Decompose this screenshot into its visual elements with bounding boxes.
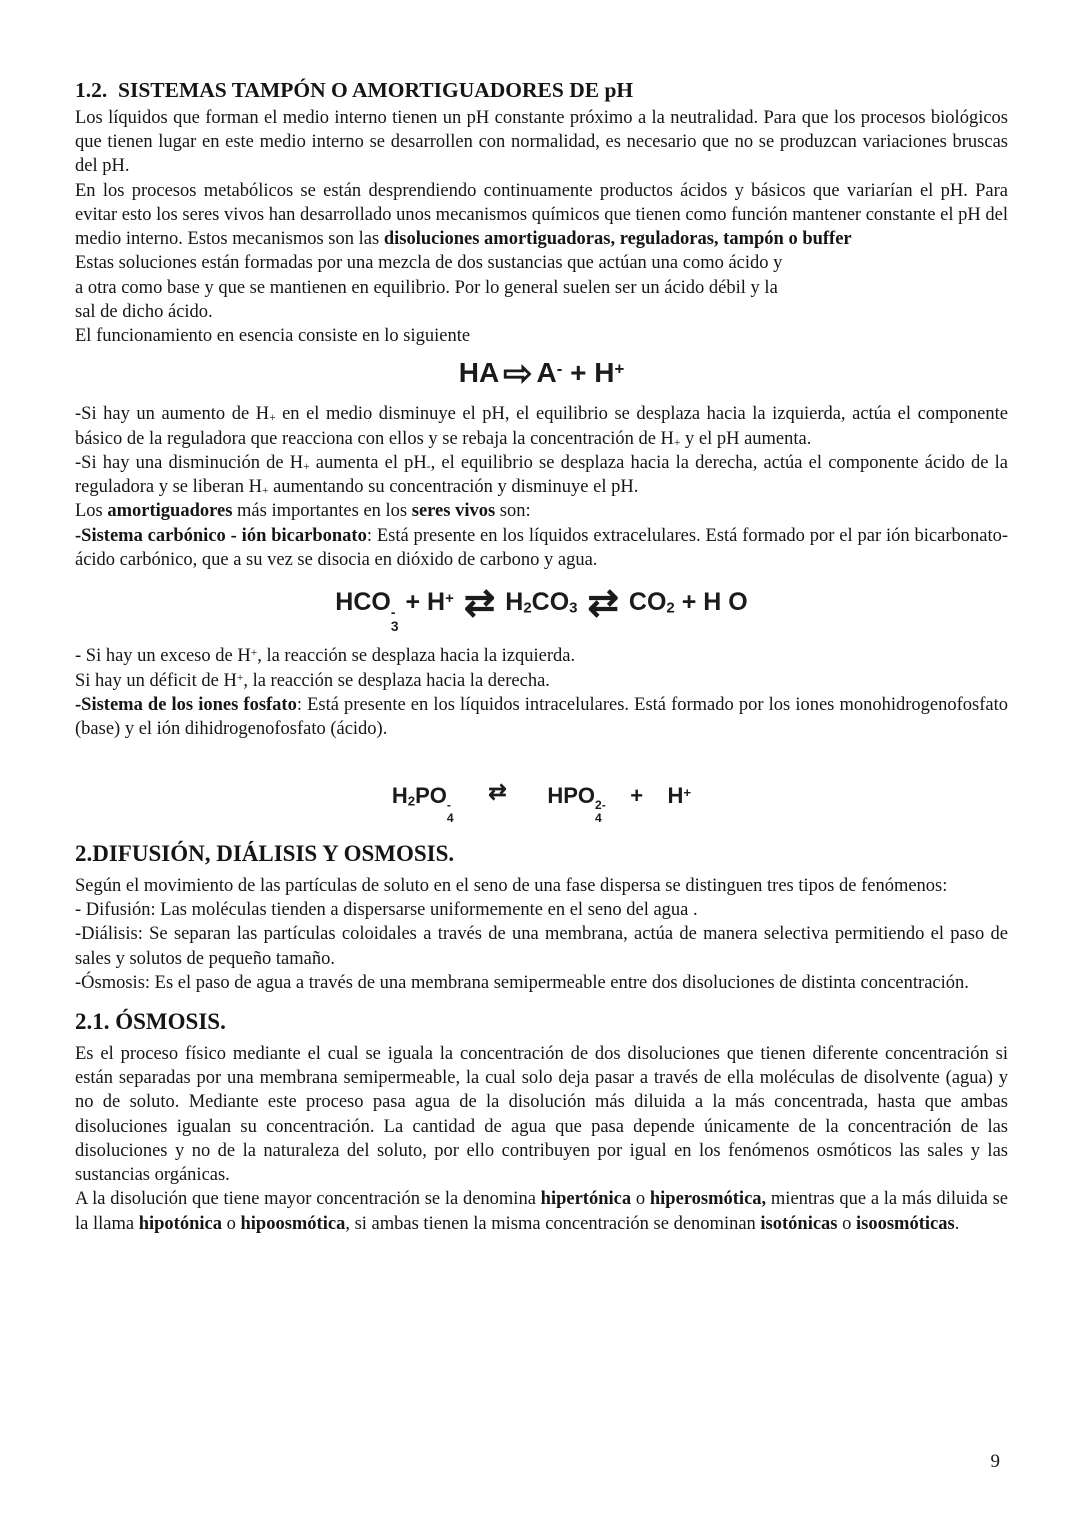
text-segment: +	[250, 647, 258, 660]
text-segment: -	[426, 460, 431, 473]
formula-superscript: -	[556, 360, 563, 379]
paragraph-difusion	[75, 898, 1008, 922]
text-segment: .	[954, 1213, 960, 1234]
text-segment: -Si hay una disminución de H	[75, 452, 304, 473]
text-segment: sal de dicho ácido.	[75, 301, 213, 322]
equilibrium-double-arrow-icon: ⇄	[587, 580, 619, 623]
formula-token: + H O	[674, 587, 748, 616]
formula-token: CO	[531, 587, 570, 616]
paragraph-tres-fenomenos	[75, 874, 1008, 898]
paragraph-funcionamiento	[75, 324, 1008, 348]
charge-superscript: -	[390, 604, 396, 620]
text-segment: , la reacción se desplaza hacia la derecha.	[243, 670, 550, 691]
formula-subscript: 2	[523, 599, 532, 617]
text-segment: a otra como base y que se mantienen en equilibrio. Por lo general suelen ser un ácido débil y la	[75, 277, 778, 298]
bold-text-segment: isoosmóticas	[856, 1213, 955, 1234]
bold-text-segment: isotónicas	[760, 1213, 838, 1234]
formula-subscript: 3	[569, 599, 578, 617]
text-segment: +	[261, 485, 269, 498]
formula-subscript: 2	[407, 793, 416, 809]
text-segment: en el medio disminuye el pH, el equilibrio se desplaza hacia la izquierda, actúa el componente básico de la reguladora que reacciona con ellos y se rebaja la concentración de H	[75, 404, 1008, 449]
text-segment: Los líquidos que forman el medio interno tienen un pH constante próximo a la neutralidad. Para que los procesos biológicos que tienen lugar en este medio interno se desarrollen con normalidad, es necesario que no se produzcan variaciones bruscas del pH.	[75, 108, 1008, 177]
text-segment: aumentando su concentración y disminuye el pH.	[268, 477, 639, 498]
formula-token	[511, 783, 548, 808]
formula-ha-equilibrio	[75, 354, 1008, 394]
heading-sistemas-tampon: 1.2. SISTEMAS TAMPÓN O AMORTIGUADORES DE pH	[75, 78, 634, 102]
formula-token: H	[505, 587, 524, 616]
text-segment: A la disolución que tiene mayor concentración se la denomina	[75, 1189, 541, 1210]
stacked-subsup	[447, 799, 454, 824]
paragraph-exceso-h	[75, 644, 1008, 668]
count-subscript: 3	[390, 619, 399, 635]
formula-superscript: +	[683, 785, 692, 801]
bold-text-segment: seres vivos	[411, 501, 496, 522]
text-segment: +	[236, 671, 244, 684]
count-subscript: 4	[595, 811, 602, 826]
formula-token: H	[391, 783, 408, 809]
text-segment: -Diálisis: Se separan las partículas coloidales a través de una membrana, actúa de manera selectiva permitiendo el paso de sales y solutos de pequeño tamaño.	[75, 924, 1008, 969]
bold-text-segment: hipertónica	[540, 1189, 632, 1210]
text-segment: , si ambas tienen la misma concentración se denominan	[345, 1213, 761, 1234]
text-segment: +	[303, 460, 310, 473]
formula-bicarbonato	[75, 580, 1008, 635]
text-segment: aumenta el pH	[309, 452, 427, 473]
formula-token: + H	[562, 357, 615, 389]
formula-token: + H	[398, 587, 446, 616]
charge-superscript: 2-	[595, 798, 606, 813]
paragraph-dialisis	[75, 922, 1008, 970]
text-segment: mientras que a la más diluida se la llama	[75, 1189, 1008, 1234]
paragraph-sistema-carbonico	[75, 524, 1008, 572]
bold-text-segment: hipotónica	[138, 1213, 222, 1234]
bold-text-segment: hiperosmótica,	[649, 1189, 767, 1210]
formula-token	[454, 783, 485, 808]
page-number: 9	[990, 1451, 1000, 1472]
charge-superscript: -	[446, 798, 451, 813]
paragraph-deficit-h	[75, 669, 1008, 693]
heading-osmosis: 2.1. ÓSMOSIS.	[75, 1008, 226, 1034]
text-segment: Si hay un déficit de H	[75, 670, 237, 691]
formula-token: A	[536, 357, 557, 389]
formula-superscript: +	[445, 589, 454, 607]
bold-text-segment: amortiguadores	[107, 501, 233, 522]
text-segment: o	[221, 1213, 241, 1234]
bold-text-segment: -Sistema de los iones fosfato	[75, 694, 297, 715]
text-segment: , el equilibrio se desplaza hacia la derecha, actúa el componente ácido de la reguladora y se liberan H	[75, 452, 1009, 498]
text-segment: : Está presente en los líquidos intracelulares. Está formado por los iones monohidrogenofosfato (base) y el ión dihidrogenofosfato (ácido).	[75, 694, 1009, 740]
paragraph-hipertonica-hipotonica	[75, 1187, 1008, 1235]
paragraph-proceso-fisico	[75, 1042, 1008, 1187]
text-segment: son:	[495, 501, 531, 522]
text-segment: Según el movimiento de las partículas de soluto en el seno de una fase dispersa se distinguen tres tipos de fenómenos:	[75, 875, 948, 896]
paragraph-disminucion-h	[75, 451, 1008, 499]
formula-subscript: 2	[666, 599, 675, 617]
equilibrium-double-arrow-small-icon: ⇄	[488, 779, 507, 805]
text-segment: o	[837, 1213, 857, 1234]
formula-superscript: +	[614, 360, 625, 379]
text-segment: más importantes en los	[232, 501, 412, 522]
formula-token: PO	[415, 783, 447, 809]
text-segment: Los	[75, 501, 108, 522]
text-segment: , la reacción se desplaza hacia la izquierda.	[257, 646, 576, 667]
text-segment: Estas soluciones están formadas por una mezcla de dos sustancias que actúan una como ácido y	[75, 253, 783, 274]
paragraph-sistema-fosfato	[75, 693, 1008, 741]
stacked-subsup	[595, 799, 606, 824]
formula-fosfato	[75, 779, 1008, 824]
formula-token: HA	[458, 357, 500, 389]
heading-difusion-dialisis-osmosis: 2.DIFUSIÓN, DIÁLISIS Y OSMOSIS.	[75, 840, 455, 866]
formula-token: + H	[605, 783, 684, 809]
formula-token: HPO	[547, 783, 596, 809]
paragraph-amortiguadores-importantes	[75, 499, 1008, 523]
paragraph-osmosis-definicion	[75, 971, 1008, 995]
count-subscript: 4	[446, 811, 454, 826]
paragraph-mezcla-sustancias	[75, 251, 1008, 324]
document-content	[75, 78, 1008, 1236]
text-segment: +	[269, 412, 276, 425]
text-segment: El funcionamiento en esencia consiste en lo siguiente	[75, 326, 471, 347]
text-segment: +	[673, 436, 681, 449]
text-segment: -Si hay un aumento de H	[75, 404, 270, 425]
formula-token: CO	[628, 587, 667, 616]
formula-token: HCO	[335, 587, 391, 616]
bold-text-segment: hipoosmótica	[240, 1213, 346, 1234]
text-segment: y el pH aumenta.	[680, 428, 812, 449]
text-segment: - Si hay un exceso de H	[75, 646, 251, 667]
stacked-subsup	[391, 606, 399, 635]
text-segment: En los procesos metabólicos se están desprendiendo continuamente productos ácidos y básicos que variarían el pH. Para evitar esto los seres vivos han desarrollado unos mecanismos químicos que tienen como función mantener constante el pH del medio interno. Estos mecanismos son las	[75, 180, 1008, 250]
paragraph-liquidos-medio-interno	[75, 106, 1008, 179]
text-segment: -Ósmosis: Es el paso de agua a través de una membrana semipermeable entre dos disoluciones de distinta concentración.	[75, 972, 969, 993]
hollow-right-arrow-icon: ⇨	[503, 354, 533, 394]
text-segment: - Difusión: Las moléculas tienden a dispersarse uniformemente en el seno del agua .	[75, 900, 698, 921]
text-segment: o	[631, 1189, 650, 1210]
bold-text-segment: -Sistema carbónico - ión bicarbonato	[75, 525, 367, 546]
text-segment: Es el proceso físico mediante el cual se iguala la concentración de dos disoluciones que tienen diferente concentración si están separadas por una membrana semipermeable, la cual solo deja pasar a través de ella moléculas de disolvente (agua) y no de soluto. Mediante este proceso pasa agua de la disolución más diluida a la más concentrada, hasta que ambas disoluciones igualan su concentración. La cantidad de agua que pasa depende únicamente de la concentración de las disoluciones y no de la naturaleza del soluto, por ello contribuyen por igual en los fenómenos osmóticos las sales y las sustancias orgánicas.	[75, 1043, 1008, 1186]
paragraph-aumento-h	[75, 402, 1008, 450]
text-segment: : Está presente en los líquidos extracelulares. Está formado por el par ión bicarbonato- ácido carbónico, que a su vez se disocia en dióxido de carbono y agua.	[75, 525, 1008, 570]
paragraph-procesos-metabolicos	[75, 179, 1008, 252]
bold-text-segment: disoluciones amortiguadoras, reguladoras, tampón o buffer	[383, 229, 852, 250]
equilibrium-double-arrow-icon: ⇄	[463, 580, 496, 623]
